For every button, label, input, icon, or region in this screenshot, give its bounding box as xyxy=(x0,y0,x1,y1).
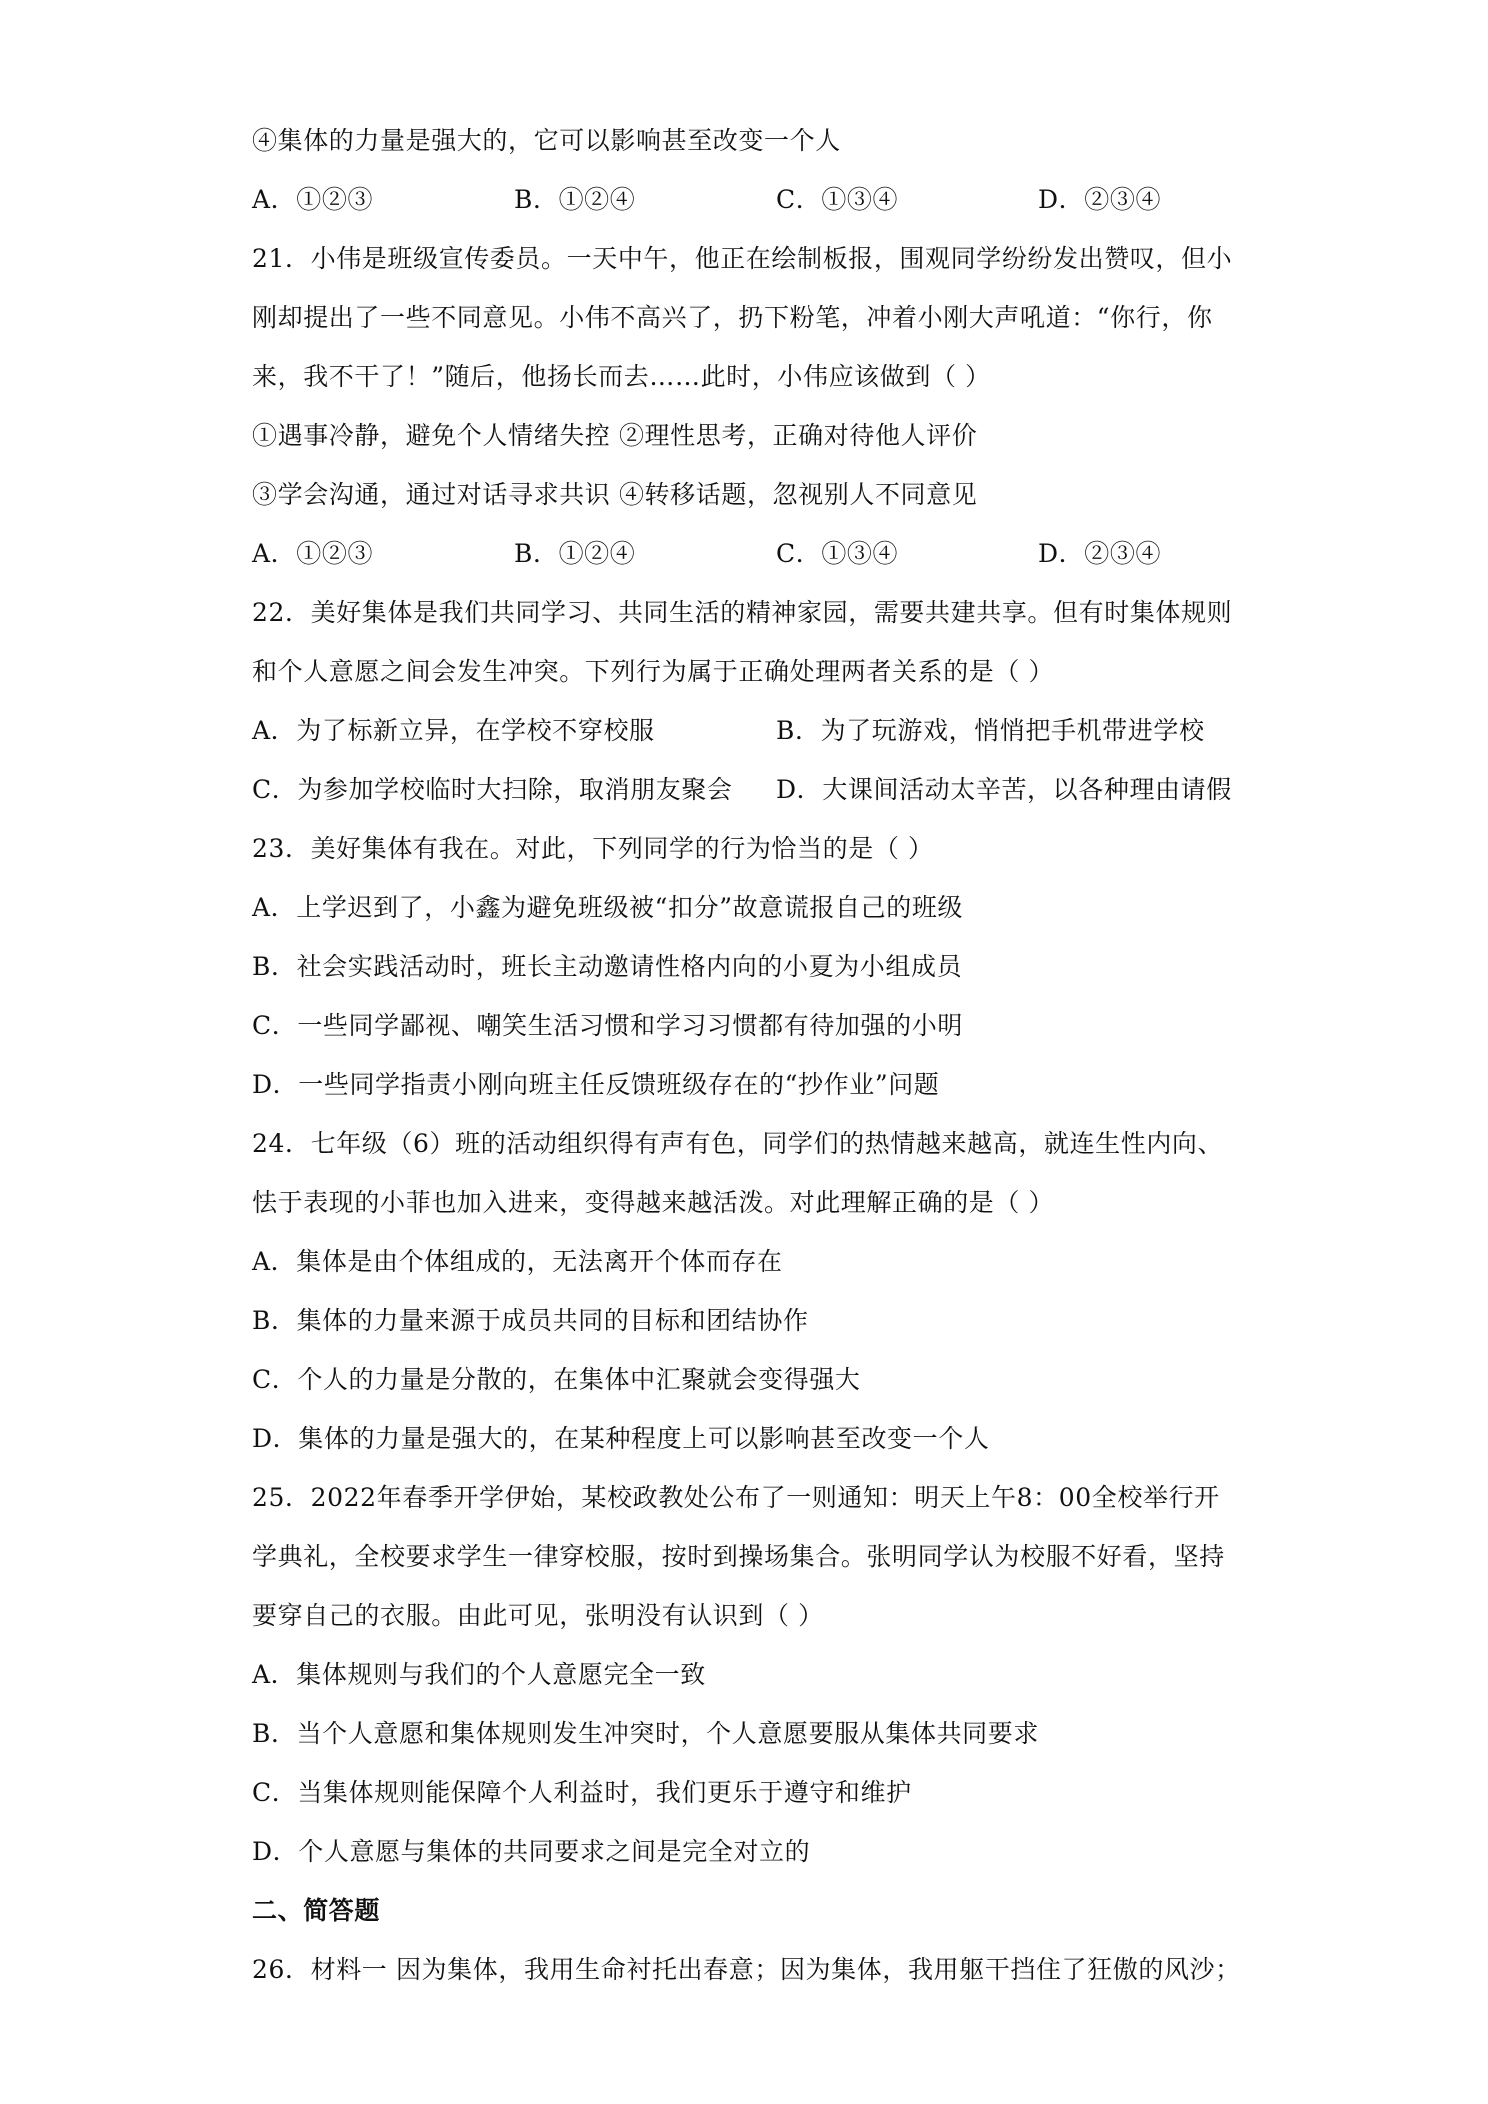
q24-stem-line-1: 24．七年级（6）班的活动组织得有声有色，同学们的热情越来越高，就连生性内向、 xyxy=(252,1129,1224,1158)
q25-stem-line-1: 25．2022年春季开学伊始，某校政教处公布了一则通知：明天上午8：00全校举行开 xyxy=(252,1483,1220,1512)
q21-option-d[interactable]: D．②③④ xyxy=(1038,539,1162,568)
q25-option-d[interactable]: D．个人意愿与集体的共同要求之间是完全对立的 xyxy=(252,1837,811,1866)
q25-option-b[interactable]: B．当个人意愿和集体规则发生冲突时，个人意愿要服从集体共同要求 xyxy=(252,1719,1039,1748)
q22-option-a[interactable]: A．为了标新立异，在学校不穿校服 xyxy=(252,716,655,745)
q20-option-c[interactable]: C．①③④ xyxy=(776,185,899,214)
q24-option-d[interactable]: D．集体的力量是强大的，在某种程度上可以影响甚至改变一个人 xyxy=(252,1424,990,1453)
q21-stem-line-1: 21．小伟是班级宣传委员。一天中午，他正在绘制板报，围观同学纷纷发出赞叹，但小 xyxy=(252,244,1233,273)
q21-option-c[interactable]: C．①③④ xyxy=(776,539,899,568)
q20-statement-4: ④集体的力量是强大的，它可以影响甚至改变一个人 xyxy=(252,126,841,155)
q25-stem-line-3: 要穿自己的衣服。由此可见，张明没有认识到（ ） xyxy=(252,1601,824,1630)
section-heading: 二、简答题 xyxy=(252,1896,381,1925)
q25-option-a[interactable]: A．集体规则与我们的个人意愿完全一致 xyxy=(252,1660,706,1689)
q21-statements-3-4: ③学会沟通，通过对话寻求共识 ④转移话题，忽视别人不同意见 xyxy=(252,480,978,509)
q22-stem-line-2: 和个人意愿之间会发生冲突。下列行为属于正确处理两者关系的是（ ） xyxy=(252,657,1055,686)
q25-option-c[interactable]: C．当集体规则能保障个人利益时，我们更乐于遵守和维护 xyxy=(252,1778,912,1807)
q21-option-b[interactable]: B．①②④ xyxy=(514,539,636,568)
q22-option-b[interactable]: B．为了玩游戏，悄悄把手机带进学校 xyxy=(776,716,1205,745)
q23-option-a[interactable]: A．上学迟到了，小鑫为避免班级被“扣分”故意谎报自己的班级 xyxy=(252,893,964,922)
q20-option-b[interactable]: B．①②④ xyxy=(514,185,636,214)
q24-option-b[interactable]: B．集体的力量来源于成员共同的目标和团结协作 xyxy=(252,1306,809,1335)
q26-material-1-line-1: 26．材料一 因为集体，我用生命衬托出春意；因为集体，我用躯干挡住了狂傲的风沙； xyxy=(252,1955,1241,1984)
q21-stem-line-3: 来，我不干了！”随后，他扬长而去……此时，小伟应该做到（ ） xyxy=(252,362,991,391)
q22-option-d[interactable]: D．大课间活动太辛苦，以各种理由请假 xyxy=(776,775,1232,804)
q20-option-d[interactable]: D．②③④ xyxy=(1038,185,1162,214)
q23-option-c[interactable]: C．一些同学鄙视、嘲笑生活习惯和学习习惯都有待加强的小明 xyxy=(252,1011,963,1040)
q22-option-c[interactable]: C．为参加学校临时大扫除，取消朋友聚会 xyxy=(252,775,733,804)
q25-stem-line-2: 学典礼，全校要求学生一律穿校服，按时到操场集合。张明同学认为校服不好看，坚持 xyxy=(252,1542,1225,1571)
q24-option-a[interactable]: A．集体是由个体组成的，无法离开个体而存在 xyxy=(252,1247,783,1276)
q24-option-c[interactable]: C．个人的力量是分散的，在集体中汇聚就会变得强大 xyxy=(252,1365,861,1394)
q21-option-a[interactable]: A．①②③ xyxy=(252,539,374,568)
q22-stem-line-1: 22．美好集体是我们共同学习、共同生活的精神家园，需要共建共享。但有时集体规则 xyxy=(252,598,1233,627)
q23-option-b[interactable]: B．社会实践活动时，班长主动邀请性格内向的小夏为小组成员 xyxy=(252,952,963,981)
q23-stem: 23．美好集体有我在。对此，下列同学的行为恰当的是（ ） xyxy=(252,834,934,863)
q24-stem-line-2: 怯于表现的小菲也加入进来，变得越来越活泼。对此理解正确的是（ ） xyxy=(252,1188,1055,1217)
q20-option-a[interactable]: A．①②③ xyxy=(252,185,374,214)
q21-stem-line-2: 刚却提出了一些不同意见。小伟不高兴了，扔下粉笔，冲着小刚大声吼道：“你行，你 xyxy=(252,303,1213,332)
q21-statements-1-2: ①遇事冷静，避免个人情绪失控 ②理性思考，正确对待他人评价 xyxy=(252,421,978,450)
q23-option-d[interactable]: D．一些同学指责小刚向班主任反馈班级存在的“抄作业”问题 xyxy=(252,1070,940,1099)
